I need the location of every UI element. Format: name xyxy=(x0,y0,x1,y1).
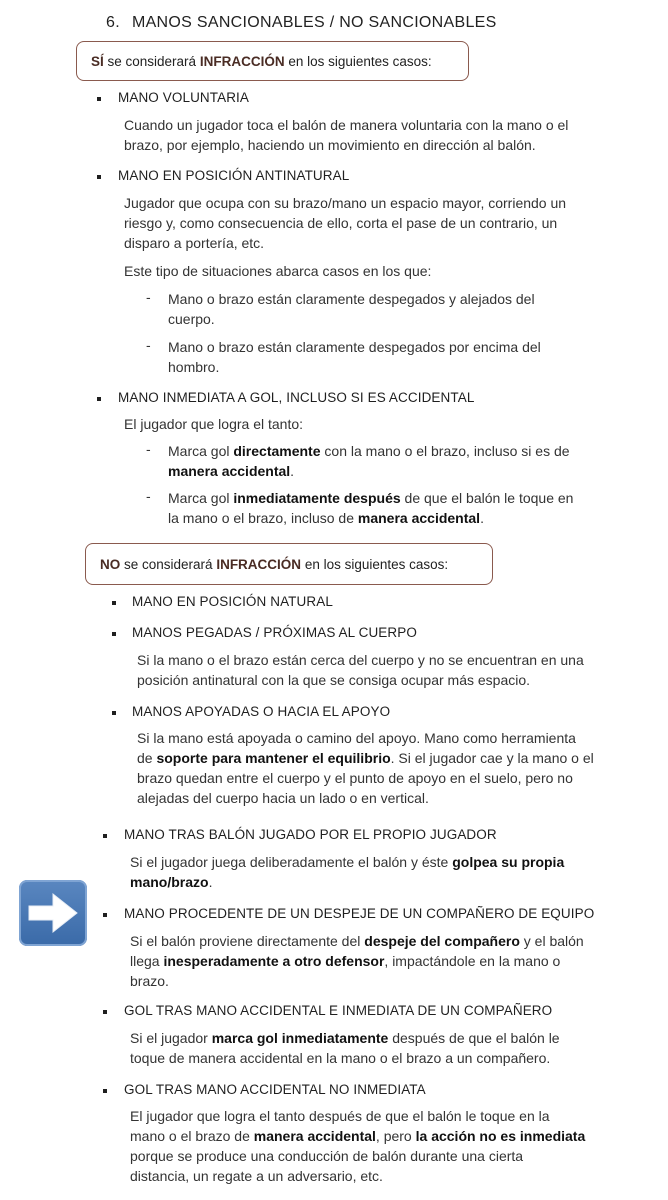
item-mano-natural: MANO EN POSICIÓN NATURAL xyxy=(132,594,333,609)
text-line: porque se produce una conducción de balón durante una cierta xyxy=(130,1148,524,1164)
item-mano-despeje-companero: MANO PROCEDENTE DE UN DESPEJE DE UN COMPAÑERO DE EQUIPO xyxy=(124,906,595,921)
bold-text: manera accidental xyxy=(357,510,481,526)
text-line: disparo a portería, etc. xyxy=(124,235,265,251)
infraction-label: INFRACCIÓN xyxy=(216,556,302,572)
yes-box-text: se considerará xyxy=(103,53,200,69)
section-number: 6. xyxy=(106,14,120,31)
bullet-square xyxy=(103,1010,107,1014)
item-mano-tras-balon-jugado: MANO TRAS BALÓN JUGADO POR EL PROPIO JUGADOR xyxy=(124,827,497,842)
text-line: Mano o brazo están claramente despegados y alejados del xyxy=(168,291,535,307)
text-line xyxy=(130,931,606,951)
paragraph xyxy=(137,650,615,690)
bold-text: soporte para mantener el equilibrio xyxy=(156,750,391,766)
text-line xyxy=(168,508,602,528)
yes-label: SÍ xyxy=(91,53,104,69)
text-line xyxy=(130,1126,606,1146)
bullet-square xyxy=(97,397,101,401)
text-span: de que el balón le toque en xyxy=(400,490,574,506)
infraction-label: INFRACCIÓN xyxy=(199,53,285,69)
text-line: El jugador que logra el tanto después de que el balón le toque en la xyxy=(130,1108,550,1124)
text-line: Mano o brazo están claramente despegados por encima del xyxy=(168,339,541,355)
bullet-square xyxy=(112,711,116,715)
item-manos-apoyadas: MANOS APOYADAS O HACIA EL APOYO xyxy=(132,704,391,719)
text-line: alejadas del cuerpo hacia un lado o en vertical. xyxy=(137,790,429,806)
text-span: . xyxy=(290,463,295,479)
text-line: hombro. xyxy=(168,359,220,375)
bullet-square xyxy=(97,175,101,179)
bullet-square xyxy=(103,834,107,838)
bullet-square xyxy=(97,97,101,101)
dash-marker: - xyxy=(146,488,151,504)
section-heading xyxy=(106,14,497,32)
item-mano-voluntaria: MANO VOLUNTARIA xyxy=(118,90,250,105)
item-mano-inmediata-gol: MANO INMEDIATA A GOL, INCLUSO SI ES ACCIDENTAL xyxy=(118,390,475,405)
text-line: Cuando un jugador toca el balón de manera voluntaria con la mano o el xyxy=(124,117,569,133)
bold-text: manera accidental xyxy=(168,463,291,479)
text-span: , impactándole en la mano o xyxy=(384,953,561,969)
text-span: Si el jugador juega deliberadamente el balón y éste xyxy=(130,854,453,870)
text-span: . xyxy=(208,874,213,890)
text-span: de xyxy=(137,750,157,766)
paragraph xyxy=(130,852,606,892)
text-line: brazo quedan entre el cuerpo y el punto de apoyo en el suelo, pero no xyxy=(137,770,573,786)
bold-text: despeje del compañero xyxy=(364,933,520,949)
yes-box-suffix: en los siguientes casos: xyxy=(284,53,432,69)
text-line xyxy=(130,951,606,971)
bold-text: inesperadamente a otro defensor xyxy=(163,953,385,969)
text-span: llega xyxy=(130,953,164,969)
bullet-square xyxy=(112,632,116,636)
paragraph xyxy=(124,115,602,155)
section-title: MANOS SANCIONABLES / NO SANCIONABLES xyxy=(131,14,497,31)
bullet-square xyxy=(112,601,116,605)
text-span: Si el balón proviene directamente del xyxy=(130,933,365,949)
dash-item xyxy=(168,488,602,528)
dash-item xyxy=(168,337,602,377)
dash-marker: - xyxy=(146,441,151,457)
text-line: distancia, un regate a un adversario, etc. xyxy=(130,1168,383,1184)
text-span: . xyxy=(480,510,484,526)
text-span: y el balón xyxy=(519,933,584,949)
text-line: toque de manera accidental en la mano o el brazo a un compañero. xyxy=(130,1050,551,1066)
text-line: Si la mano está apoyada o camino del apoyo. Mano como herramienta xyxy=(137,730,576,746)
bold-text: mano/brazo xyxy=(130,874,209,890)
paragraph xyxy=(137,728,615,808)
right-arrow-icon xyxy=(19,880,87,946)
text-line xyxy=(168,488,602,508)
right-arrow-glyph xyxy=(19,880,87,946)
text-span: , pero xyxy=(375,1128,416,1144)
text-span: Marca gol xyxy=(168,443,234,459)
item-manos-pegadas: MANOS PEGADAS / PRÓXIMAS AL CUERPO xyxy=(132,625,417,640)
paragraph: Este tipo de situaciones abarca casos en los que: xyxy=(124,263,432,279)
text-line xyxy=(137,748,615,768)
dash-marker: - xyxy=(146,337,151,353)
text-span: después de que el balón le xyxy=(388,1030,560,1046)
item-gol-mano-accidental-no-inmediata: GOL TRAS MANO ACCIDENTAL NO INMEDIATA xyxy=(124,1082,426,1097)
text-line xyxy=(130,1028,606,1048)
text-span: . Si el jugador cae y la mano o el xyxy=(390,750,594,766)
text-line: riesgo y, como consecuencia de ello, corta el pase de un contrario, un xyxy=(124,215,558,231)
text-span: mano o el brazo de xyxy=(130,1128,254,1144)
bullet-square xyxy=(103,913,107,917)
infraction-yes-box xyxy=(76,41,469,81)
paragraph xyxy=(130,931,606,991)
bullet-square xyxy=(103,1089,107,1093)
text-line: Jugador que ocupa con su brazo/mano un espacio mayor, corriendo un xyxy=(124,195,567,211)
text-line: cuerpo. xyxy=(168,311,215,327)
item-gol-mano-accidental-inmediata: GOL TRAS MANO ACCIDENTAL E INMEDIATA DE UN COMPAÑERO xyxy=(124,1003,553,1018)
item-mano-antinatural: MANO EN POSICIÓN ANTINATURAL xyxy=(118,168,350,183)
text-span: la mano o el brazo, incluso de xyxy=(168,510,358,526)
paragraph: El jugador que logra el tanto: xyxy=(124,416,304,432)
text-line xyxy=(130,872,606,892)
bold-text: la acción no es inmediata xyxy=(415,1128,586,1144)
no-label: NO xyxy=(100,556,121,572)
paragraph xyxy=(130,1106,606,1186)
bold-text: manera accidental xyxy=(253,1128,376,1144)
text-line xyxy=(168,461,602,481)
text-span: Marca gol xyxy=(168,490,234,506)
text-line: posición antinatural con la que se consiga ocupar más espacio. xyxy=(137,672,531,688)
text-line xyxy=(130,852,606,872)
text-line: Si la mano o el brazo están cerca del cuerpo y no se encuentran en una xyxy=(137,652,584,668)
bold-text: directamente xyxy=(233,443,321,459)
dash-item xyxy=(168,441,602,481)
no-box-suffix: en los siguientes casos: xyxy=(301,556,449,572)
bold-text: golpea su propia xyxy=(452,854,565,870)
bold-text: inmediatamente después xyxy=(233,490,401,506)
text-line: brazo, por ejemplo, haciendo un movimiento en dirección al balón. xyxy=(124,137,536,153)
dash-marker: - xyxy=(146,289,151,305)
text-span: Si el jugador xyxy=(130,1030,212,1046)
no-box-text: se considerará xyxy=(120,556,217,572)
paragraph xyxy=(130,1028,606,1068)
text-line: brazo. xyxy=(130,973,169,989)
bold-text: marca gol inmediatamente xyxy=(211,1030,389,1046)
text-line xyxy=(168,441,602,461)
dash-item xyxy=(168,289,602,329)
paragraph xyxy=(124,193,602,253)
infraction-no-box xyxy=(85,543,493,585)
text-span: con la mano o el brazo, incluso si es de xyxy=(320,443,570,459)
